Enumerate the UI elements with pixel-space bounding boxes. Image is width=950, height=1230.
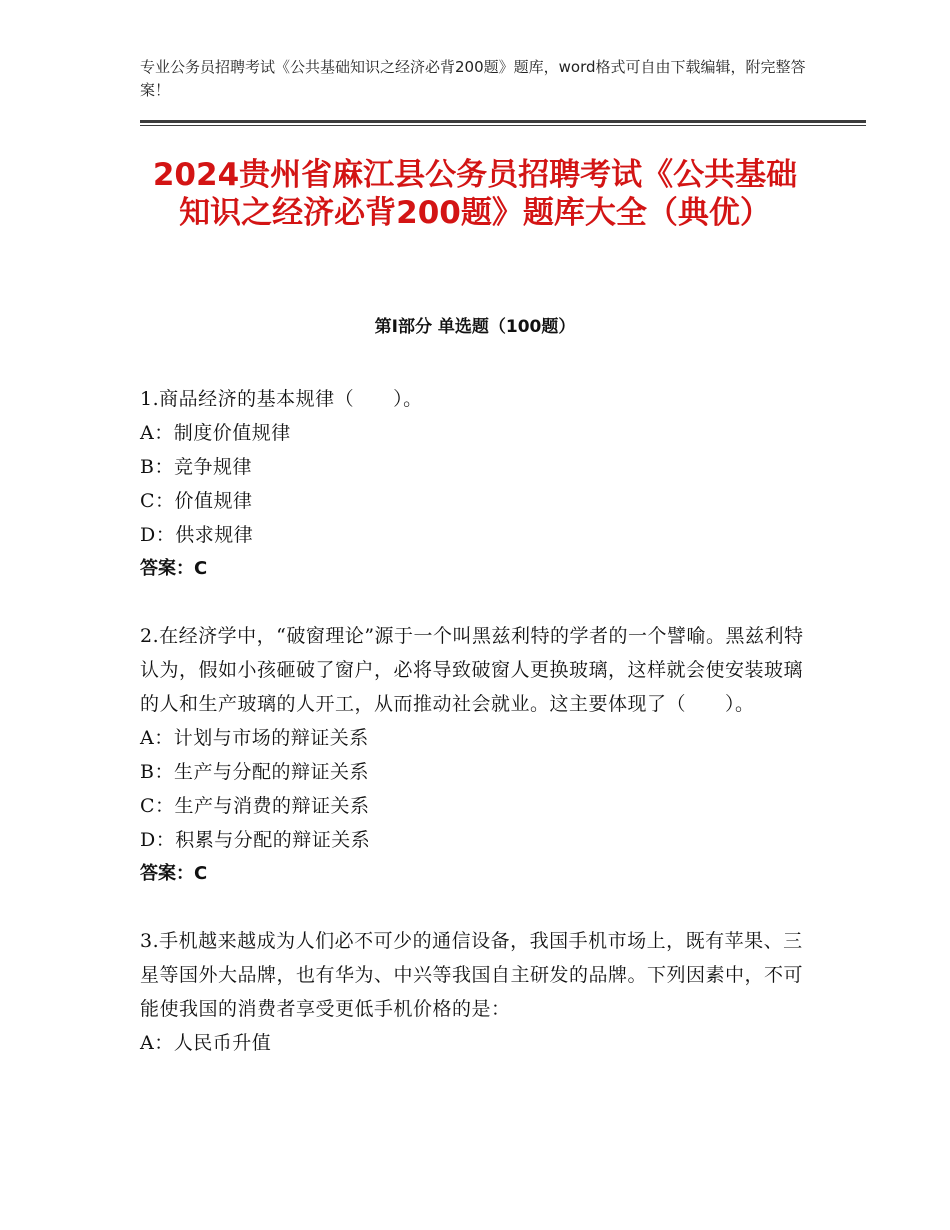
answer-value: C — [194, 558, 208, 579]
document-title: 2024贵州省麻江县公务员招聘考试《公共基础知识之经济必背200题》题库大全（典优） — [152, 157, 798, 231]
option-b: B：生产与分配的辩证关系 — [140, 761, 369, 783]
answer-line — [140, 857, 812, 891]
question-2 — [140, 619, 812, 891]
question-list — [140, 382, 812, 1093]
option-c: C：生产与消费的辩证关系 — [140, 795, 370, 817]
option-a: A：计划与市场的辩证关系 — [140, 727, 369, 749]
option-c: C：价值规律 — [140, 490, 253, 512]
header-note: 专业公务员招聘考试《公共基础知识之经济必背200题》题库，word格式可自由下载编辑，附完整答案！ — [140, 58, 806, 99]
answer-label: 答案： — [140, 558, 194, 579]
question-stem: 1.商品经济的基本规律（ ）。 — [140, 388, 423, 410]
option-d: D：供求规律 — [140, 524, 254, 546]
header-divider-thick — [140, 120, 866, 123]
option-b: B：竞争规律 — [140, 456, 252, 478]
answer-label: 答案： — [140, 863, 194, 884]
option-a: A：制度价值规律 — [140, 422, 291, 444]
header-divider-thin — [140, 125, 866, 126]
question-3 — [140, 924, 812, 1060]
question-stem: 3.手机越来越成为人们必不可少的通信设备，我国手机市场上，既有苹果、三星等国外大品牌，也有华为、中兴等我国自主研发的品牌。下列因素中，不可能使我国的消费者享受更低手机价格的是： — [140, 930, 804, 1020]
question-stem: 2.在经济学中，“破窗理论”源于一个叫黑兹利特的学者的一个譬喻。黑兹利特认为，假如小孩砸破了窗户，必将导致破窗人更换玻璃，这样就会使安装玻璃的人和生产玻璃的人开工，从而推动社会就业。这主要体现了（ ）。 — [140, 625, 804, 715]
question-1 — [140, 382, 812, 586]
answer-line — [140, 552, 812, 586]
option-d: D：积累与分配的辩证关系 — [140, 829, 371, 851]
answer-value: C — [194, 863, 208, 884]
option-a: A：人民币升值 — [140, 1032, 272, 1054]
section-heading: 第Ⅰ部分 单选题（100题） — [374, 317, 576, 337]
